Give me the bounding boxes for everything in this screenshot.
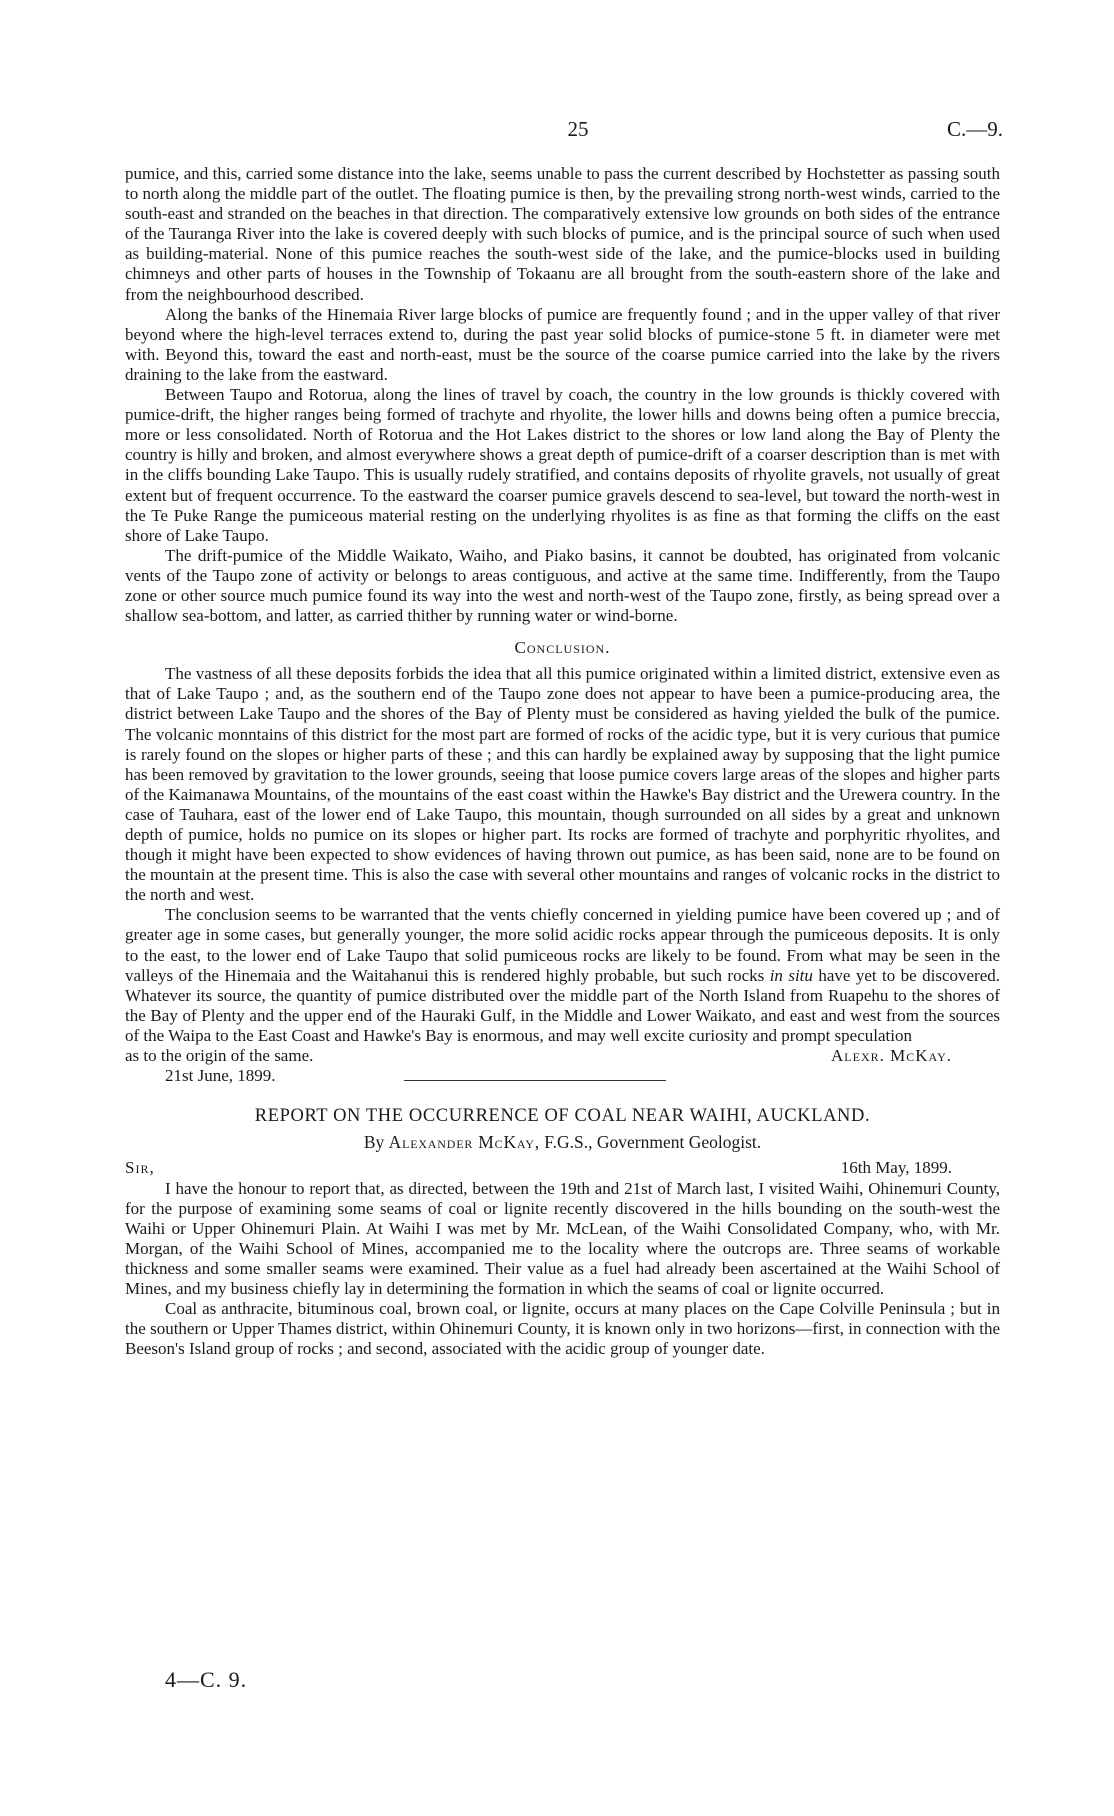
conclusion-text-a: The conclusion seems to be warranted that the vents chiefly concerned in yielding pumice have been covered up ; and of greater age in some cases, but generally younger, the more solid acidic rocks appear through the pumiceous deposits. It is only to the east, to the lower end of Lake Taupo that solid pumiceous rocks are likely to be found. From what may be seen in the valleys of the Hinemaia and the Waitahanui this is rendered highly probable, but such rocks bbox=[125, 905, 1000, 985]
salutation-line bbox=[125, 1158, 1000, 1178]
page-number: 25 bbox=[567, 117, 589, 141]
salutation: Sir, bbox=[125, 1158, 155, 1178]
conclusion-paragraph-1: The vastness of all these deposits forbids the idea that all this pumice originated within a limited district, extensive even as that of Lake Taupo ; and, as the southern end of the Taupo zone does not appear to have been a pumice-producing area, the district between Lake Taupo and the shores of the Bay of Plenty must be considered as having yielded the bulk of the pumice. The volcanic monntains of this district for the most part are formed of rocks of the acidic type, but it is very curious that pumice is rarely found on the slopes or higher parts of these ; and this can hardly be explained away by supposing that the light pumice has been removed by gravitation to the lower grounds, seeing that loose pumice covers large areas of the slopes and higher parts of the Kaimanawa Mountains, of the mountains of the east coast within the Hawke's Bay district and the Urewera country. In the case of Tauhara, east of the lower end of Lake Taupo, this mountain, though surrounded on all sides by a great and unknown depth of pumice, holds no pumice on its slopes or higher part. Its rocks are formed of trachyte and porphyritic rhyolites, and though it might have been expected to show evidences of having thrown out pumice, as has been said, none are to be found on the mountain at the present time. This is also the case with several other mountains and ranges of volcanic rocks in the district to the north and west. bbox=[125, 664, 1000, 905]
byline-prefix: By bbox=[363, 1132, 385, 1153]
closing-line: as to the origin of the same. bbox=[125, 1046, 314, 1066]
conclusion-paragraph-2 bbox=[125, 905, 1000, 1046]
report-title: REPORT ON THE OCCURRENCE OF COAL NEAR WAIHI, AUCKLAND. bbox=[254, 1106, 871, 1127]
conclusion-text-b: have yet to be discovered. Whatever its source, the quantity of pumice distributed over the middle part of the North Island from Ruapehu to the shores of the Bay of Plenty and the upper end of the Hauraki Gulf, in the Middle and Lower Waikato, and east and west from the sources of the Waipa to the East Coast and Hawke's Bay is enormous, and may well excite curiosity and prompt speculation bbox=[125, 965, 1001, 1045]
date-line bbox=[125, 1066, 1000, 1086]
conclusion-date: 21st June, 1899. bbox=[165, 1066, 276, 1086]
paragraph-hinemaia: Along the banks of the Hinemaia River large blocks of pumice are frequently found ; and in the upper valley of that river beyond where the high-level terraces extend to, during the past year solid blocks of pumice-stone 5 ft. in diameter were met with. Beyond this, toward the east and north-east, must be the source of the coarse pumice carried into the lake by the rivers draining to the lake from the eastward. bbox=[125, 304, 1000, 384]
author-name: Alexander McKay, bbox=[388, 1132, 540, 1153]
paragraph-drift-pumice: The drift-pumice of the Middle Waikato, Waiho, and Piako basins, it cannot be doubted, has originated from volcanic vents of the Taupo zone of activity or belongs to areas contiguous, and active at the same time. Indifferently, from the Taupo zone or other source much pumice found its way into the west and north-west of the Taupo zone, firstly, as being spread over a shallow sea-bottom, and latter, as carried thither by running water or wind-borne. bbox=[125, 545, 1000, 626]
byline bbox=[125, 1132, 1000, 1152]
sheet-mark: 4—C. 9. bbox=[165, 1667, 248, 1692]
conclusion-italic-term: in situ bbox=[769, 965, 813, 985]
author-role: F.G.S., Government Geologist. bbox=[544, 1132, 762, 1153]
letter-date: 16th May, 1899. bbox=[840, 1158, 952, 1178]
signature: Alexr. McKay. bbox=[831, 1046, 952, 1066]
signature-line bbox=[125, 1046, 1000, 1066]
paragraph-taupo-rotorua: Between Taupo and Rotorua, along the lines of travel by coach, the country in the low grounds is thickly covered with pumice-drift, the higher ranges being formed of trachyte and rhyolite, the lower hills and downs being often a pumice breccia, more or less consolidated. North of Rotorua and the Hot Lakes district to the shores or low land along the Bay of Plenty the country is hilly and broken, and almost everywhere shows a great depth of pumice-drift of a coarser description than is met with in the cliffs bounding Lake Taupo. This is usually rudely stratified, and contains deposits of rhyolite gravels, not usually of great extent but of frequent occurrence. To the eastward the coarser pumice gravels descend to sea-level, but toward the north-west in the Te Puke Range the pumiceous material resting on the underlying rhyolites is as fine as that forming the cliffs on the east shore of Lake Taupo. bbox=[125, 385, 1000, 545]
paragraph-continued: pumice, and this, carried some distance into the lake, seems unable to pass the current described by Hochstetter as passing south to north along the middle part of the outlet. The floating pumice is then, by the prevailing strong north-west winds, carried to the south-east and stranded on the beaches in that direction. The comparatively extensive low grounds on both sides of the entrance of the Tauranga River into the lake is covered deeply with such blocks of pumice, and is the principal source of such when used as building-material. None of this pumice reaches the south-west side of the lake, and the pumice-blocks used in building chimneys and other parts of houses in the Township of Tokaanu are all brought from the south-eastern shore of the lake and from the neighbourhood described. bbox=[125, 164, 1000, 304]
report-paragraph-1: I have the honour to report that, as directed, between the 19th and 21st of March last, I visited Waihi, Ohinemuri County, for the purpose of examining some seams of coal or lignite recently discovered in the hills bounding on the south-west the Waihi or Upper Ohinemuri Plain. At Waihi I was met by Mr. McLean, of the Waihi Consolidated Company, who, with Mr. Morgan, of the Waihi School of Mines, accompanied me to the locality where the outcrops are. Three seams of workable thickness and some smaller seams were examined. Their value as a fuel had already been ascertained at the Waihi School of Mines, and my business chiefly lay in determining the formation in which the seams of coal or lignite occurred. bbox=[125, 1178, 1000, 1298]
document-body bbox=[125, 164, 1000, 1359]
conclusion-heading: Conclusion. bbox=[514, 638, 611, 658]
section-divider bbox=[404, 1080, 666, 1081]
report-paragraph-2: Coal as anthracite, bituminous coal, brown coal, or lignite, occurs at many places on the Cape Colville Peninsula ; but in the southern or Upper Thames district, within Ohinemuri County, it is known only in two horizons—first, in connection with the Beeson's Island group of rocks ; and second, associated with the acidic group of younger date. bbox=[125, 1299, 1000, 1359]
series-reference: C.—9. bbox=[946, 117, 1003, 141]
